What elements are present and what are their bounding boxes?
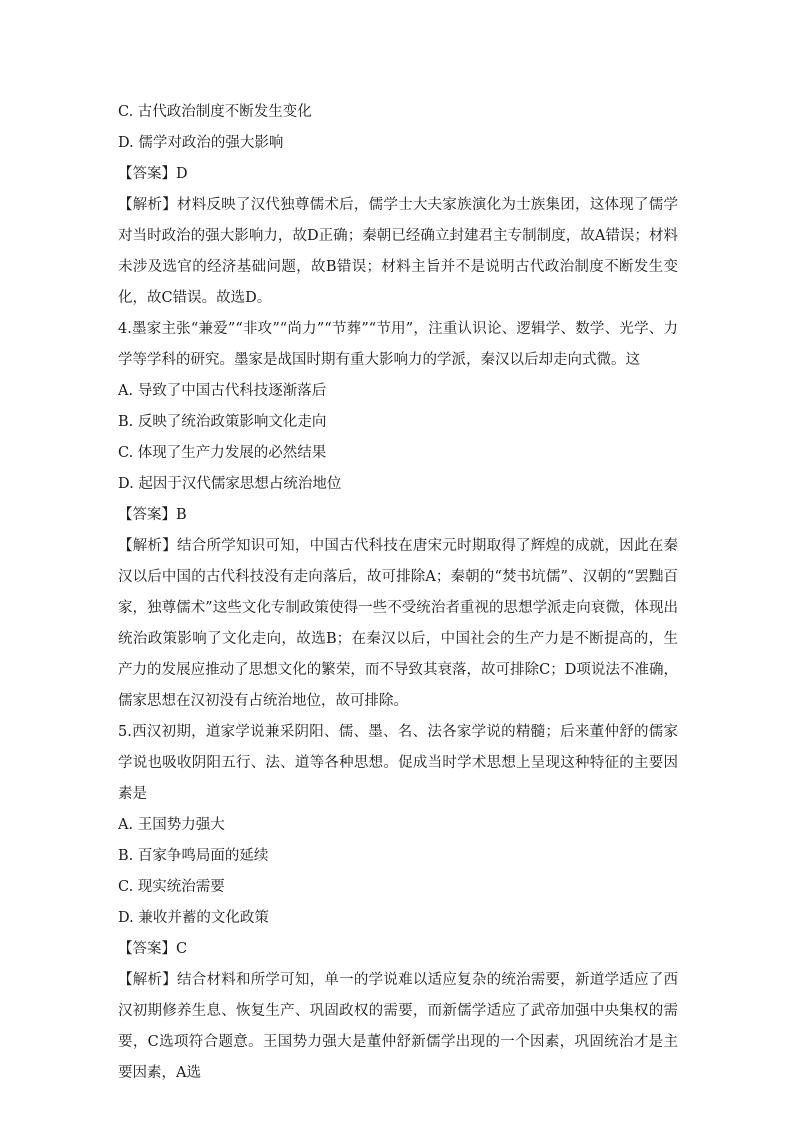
q3-option-c: C. 古代政治制度不断发生变化 bbox=[118, 104, 312, 120]
q5-option-d: D. 兼收并蓄的文化政策 bbox=[118, 910, 269, 926]
q4-option-c: C. 体现了生产力发展的必然结果 bbox=[118, 445, 327, 461]
q5-option-c: C. 现实统治需要 bbox=[118, 879, 225, 895]
q4-option-d: D. 起因于汉代儒家思想占统治地位 bbox=[118, 476, 342, 492]
q4-stem: 4.墨家主张“兼爱”“非攻”“尚力”“节葬”“节用”，注重认识论、逻辑学、数学、光学、力学等学科的研究。墨家是战国时期有重大影响力的学派，秦汉以后却走向式微。这 bbox=[118, 321, 678, 368]
q4-analysis: 【解析】结合所学知识可知，中国古代科技在唐宋元时期取得了辉煌的成就，因此在秦汉以后中国的古代科技没有走向落后，故可排除A；秦朝的“焚书坑儒”、汉朝的“罢黜百家，独尊儒术”这些文化专制政策使得一些不受统治者重视的思想学派走向衰微，体现出统治政策影响了文化走向，故选B；在秦汉以后，中国社会的生产力是不断提高的，生产力的发展应推动了思想文化的繁荣，而不导致其衰落，故可排除C；D项说法不准确，儒家思想在汉初没有占统治地位，故可排除。 bbox=[118, 538, 678, 709]
q3-option-d: D. 儒学对政治的强大影响 bbox=[118, 135, 284, 151]
q3-answer: 【答案】D bbox=[118, 166, 188, 182]
q4-option-b: B. 反映了统治政策影响文化走向 bbox=[118, 414, 327, 430]
q5-analysis: 【解析】结合材料和所学可知，单一的学说难以适应复杂的统治需要，新道学适应了西汉初期修养生息、恢复生产、巩固政权的需要，而新儒学适应了武帝加强中央集权的需要，C选项符合题意。王国势力强大是董仲舒新儒学出现的一个因素，巩固统治才是主要因素，A选 bbox=[118, 972, 678, 1081]
q5-option-b: B. 百家争鸣局面的延续 bbox=[118, 848, 269, 864]
q5-answer: 【答案】C bbox=[118, 941, 188, 957]
document-page bbox=[118, 97, 678, 1089]
q5-stem: 5.西汉初期，道家学说兼采阴阳、儒、墨、名、法各家学说的精髓；后来董仲舒的儒家学说也吸收阴阳五行、法、道等各种思想。促成当时学术思想上呈现这种特征的主要因素是 bbox=[118, 724, 678, 802]
q4-answer: 【答案】B bbox=[118, 507, 187, 523]
q3-analysis: 【解析】材料反映了汉代独尊儒术后，儒学士大夫家族演化为士族集团，这体现了儒学对当时政治的强大影响力，故D正确；秦朝已经确立封建君主专制制度，故A错误；材料未涉及选官的经济基础问题，故B错误；材料主旨并不是说明古代政治制度不断发生变化，故C错误。故选D。 bbox=[118, 197, 678, 306]
q4-option-a: A. 导致了中国古代科技逐渐落后 bbox=[118, 383, 327, 399]
q5-option-a: A. 王国势力强大 bbox=[118, 817, 225, 833]
